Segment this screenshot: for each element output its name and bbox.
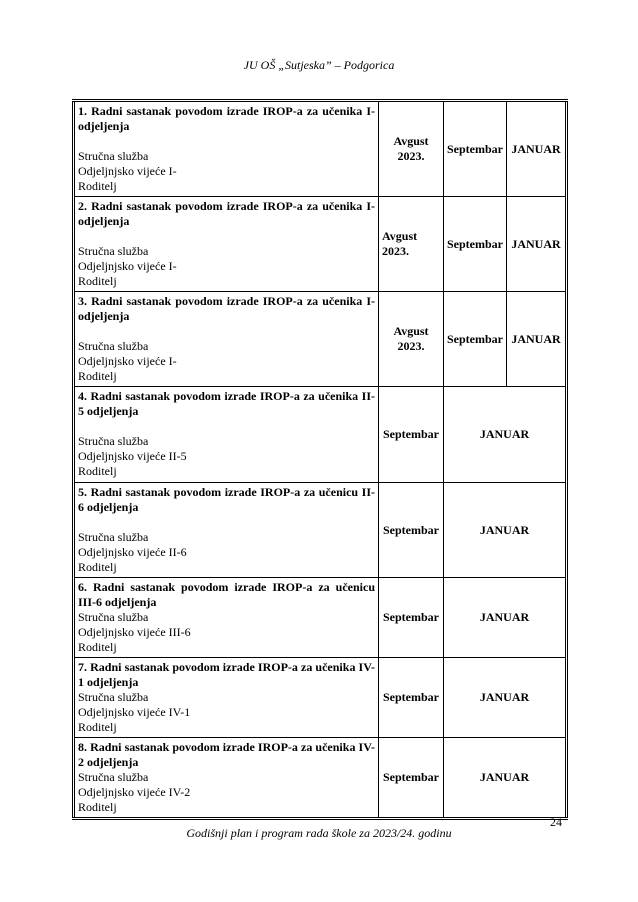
meeting-title: 6. Radni sastanak povodom izrade IROP-a za učenicu III-6 odjeljenja [78, 580, 375, 609]
meetings-table [72, 99, 568, 820]
participant-line: Stručna služba [78, 339, 149, 353]
table-row [74, 658, 567, 738]
participant-line: Odjeljnjsko vijeće II-6 [78, 545, 187, 559]
date-cell: Avgust 2023. [379, 292, 444, 387]
month-cell: Septembar [379, 658, 444, 738]
page-header: JU OŠ „Sutjeska” – Podgorica [243, 58, 395, 72]
month-cell: JANUAR [507, 197, 567, 292]
meeting-title: 7. Radni sastanak povodom izrade IROP-a za učenika IV-1 odjeljenja [78, 660, 375, 689]
date-cell: Avgust 2023. [379, 197, 444, 292]
participant-line: Roditelj [78, 369, 117, 383]
month-cell: JANUAR [444, 658, 567, 738]
meeting-cell [74, 578, 379, 658]
month-cell: JANUAR [444, 578, 567, 658]
date-cell: Avgust 2023. [379, 101, 444, 197]
participant-line: Roditelj [78, 640, 117, 654]
meeting-title: 2. Radni sastanak povodom izrade IROP-a za učenika I-odjeljenja [78, 199, 375, 228]
meeting-cell [74, 658, 379, 738]
participant-line: Roditelj [78, 560, 117, 574]
month-cell: Septembar [379, 578, 444, 658]
month-cell: JANUAR [444, 738, 567, 819]
participant-line: Odjeljnjsko vijeće I- [78, 354, 177, 368]
month-cell: Septembar [444, 101, 507, 197]
meeting-cell [74, 197, 379, 292]
participant-line: Odjeljnjsko vijeće I- [78, 259, 177, 273]
table-row [74, 292, 567, 387]
meeting-cell [74, 387, 379, 483]
month-cell: Septembar [379, 483, 444, 578]
participant-line: Stručna služba [78, 770, 149, 784]
meeting-title: 8. Radni sastanak povodom izrade IROP-a za učenika IV-2 odjeljenja [78, 740, 375, 769]
participant-line: Odjeljnjsko vijeće III-6 [78, 625, 191, 639]
participant-line: Odjeljnjsko vijeće IV-1 [78, 705, 191, 719]
table-row [74, 483, 567, 578]
table-row [74, 578, 567, 658]
month-cell: JANUAR [444, 483, 567, 578]
meeting-cell [74, 292, 379, 387]
participant-line: Odjeljnjsko vijeće II-5 [78, 449, 187, 463]
participant-line: Roditelj [78, 800, 117, 814]
page-number: 24 [550, 815, 562, 829]
meeting-cell [74, 101, 379, 197]
month-cell: Septembar [379, 387, 444, 483]
meeting-title: 3. Radni sastanak povodom izrade IROP-a za učenika I-odjeljenja [78, 294, 375, 323]
meeting-title: 4. Radni sastanak povodom izrade IROP-a za učenika II-5 odjeljenja [78, 389, 375, 418]
month-cell: Septembar [444, 197, 507, 292]
table-row [74, 387, 567, 483]
meeting-cell [74, 483, 379, 578]
participant-line: Roditelj [78, 179, 117, 193]
participant-line: Stručna služba [78, 149, 149, 163]
table-row [74, 197, 567, 292]
month-cell: Septembar [379, 738, 444, 819]
meeting-title: 1. Radni sastanak povodom izrade IROP-a za učenika I-odjeljenja [78, 104, 375, 133]
participant-line: Stručna služba [78, 244, 149, 258]
participant-line: Roditelj [78, 720, 117, 734]
table-row [74, 101, 567, 197]
month-cell: JANUAR [507, 101, 567, 197]
participant-line: Odjeljnjsko vijeće IV-2 [78, 785, 191, 799]
meeting-title: 5. Radni sastanak povodom izrade IROP-a za učenicu II-6 odjeljenja [78, 485, 375, 514]
month-cell: JANUAR [507, 292, 567, 387]
participant-line: Roditelj [78, 464, 117, 478]
participant-line: Stručna služba [78, 690, 149, 704]
meeting-cell [74, 738, 379, 819]
month-cell: Septembar [444, 292, 507, 387]
participant-line: Stručna služba [78, 434, 149, 448]
page-footer: Godišnji plan i program rada škole za 2023/24. godinu [186, 826, 452, 840]
participant-line: Roditelj [78, 274, 117, 288]
month-cell: JANUAR [444, 387, 567, 483]
participant-line: Stručna služba [78, 610, 149, 624]
participant-line: Stručna služba [78, 530, 149, 544]
table-row [74, 738, 567, 819]
participant-line: Odjeljnjsko vijeće I- [78, 164, 177, 178]
